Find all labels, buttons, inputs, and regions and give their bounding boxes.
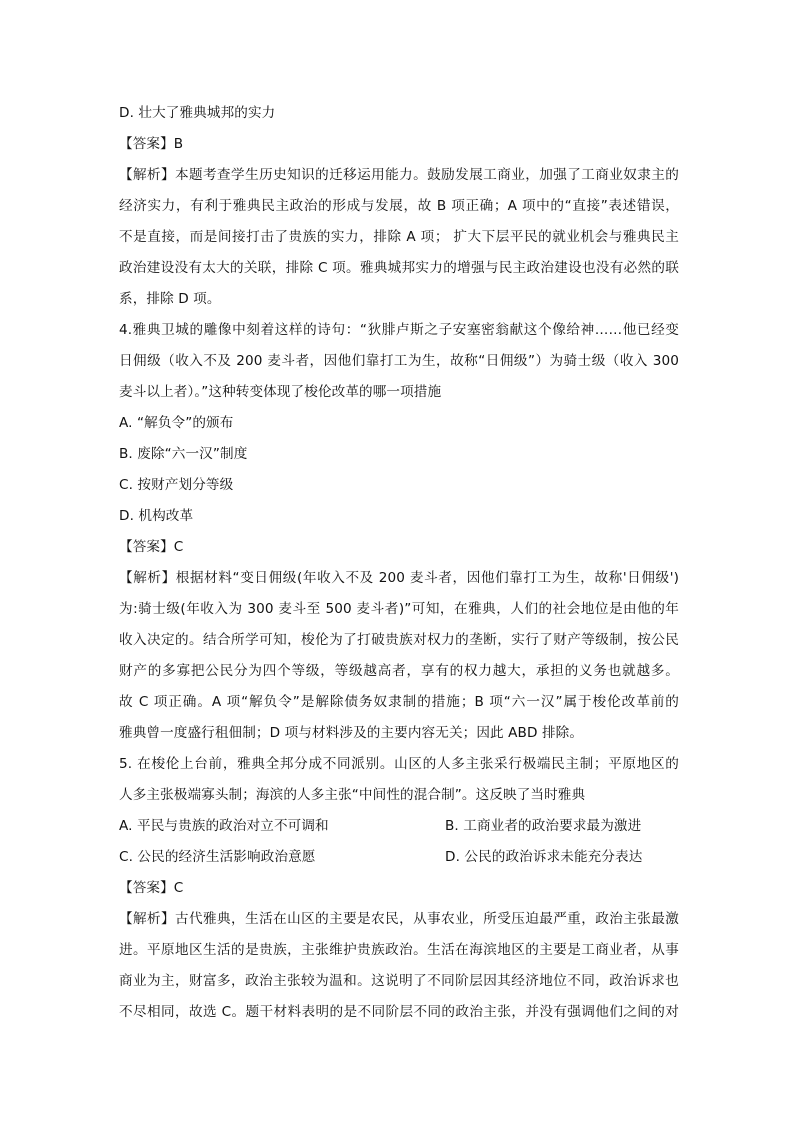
q4-analysis-line: 【解析】根据材料“变日佣级(年收入不及 200 麦斗者，因他们靠打工为生，故称'日佣级') (119, 570, 679, 586)
q4-analysis-line: 财产的多寡把公民分为四个等级，等级越高者，享有的权力越大，承担的义务也就越多。 (119, 663, 679, 679)
q5-analysis-line: 商业为主，财富多，政治主张较为温和。这说明了不同阶层因其经济地位不同，政治诉求也 (119, 973, 679, 989)
q5-options-row (119, 842, 679, 873)
q4-analysis-line: 雅典曾一度盛行租佃制；D 项与材料涉及的主要内容无关；因此 ABD 排除。 (119, 725, 584, 741)
q3-analysis-line: 不是直接，而是间接打击了贵族的实力，排除 A 项； 扩大下层平民的就业机会与雅典民主 (119, 229, 679, 245)
q5-answer: 【答案】C (119, 880, 184, 896)
q5-option-c: C. 公民的经济生活影响政治意愿 (119, 849, 316, 865)
q4-stem-line: 日佣级（收入不及 200 麦斗者，因他们靠打工为生，故称“日佣级”）为骑士级（收入 300 (119, 353, 679, 369)
q5-analysis-line: 不尽相同，故选 C。题干材料表明的是不同阶层不同的政治主张，并没有强调他们之间的对 (119, 1004, 679, 1020)
q3-analysis-line: 【解析】本题考查学生历史知识的迁移运用能力。鼓励发展工商业，加强了工商业奴隶主的 (119, 167, 679, 183)
q5-analysis-line: 【解析】古代雅典，生活在山区的主要是农民，从事农业，所受压迫最严重，政治主张最激 (119, 911, 679, 927)
q5-options-row (119, 811, 679, 842)
q4-analysis-line: 故 C 项正确。A 项“解负令”是解除债务奴隶制的措施；B 项“六一汉”属于梭伦改革前的 (119, 694, 679, 710)
q3-analysis-line: 经济实力，有利于雅典民主政治的形成与发展，故 B 项正确；A 项中的“直接”表述错误， (119, 198, 679, 214)
q3-analysis-line: 系，排除 D 项。 (119, 291, 221, 307)
q5-option-b: B. 工商业者的政治要求最为激进 (445, 818, 642, 834)
q3-analysis-line: 政治建设没有太大的关联，排除 C 项。雅典城邦实力的增强与民主政治建设也没有必然的联 (119, 260, 679, 276)
q4-option-d: D. 机构改革 (119, 508, 194, 524)
q5-option-a: A. 平民与贵族的政治对立不可调和 (119, 818, 329, 834)
q4-option-c: C. 按财产划分等级 (119, 477, 234, 493)
q4-stem-line: 麦斗以上者）。”这种转变体现了梭伦改革的哪一项措施 (119, 384, 442, 400)
q5-stem-line: 人多主张极端寡头制；海滨的人多主张“中间性的混合制”。这反映了当时雅典 (119, 787, 586, 803)
q4-analysis-line: 为:骑士级(年收入为 300 麦斗至 500 麦斗者)”可知，在雅典，人们的社会地位是由他的年 (119, 601, 679, 617)
q3-option-d: D. 壮大了雅典城邦的实力 (119, 105, 276, 121)
q4-option-b: B. 废除“六一汉”制度 (119, 446, 248, 462)
q4-analysis-line: 收入决定的。结合所学可知，梭伦为了打破贵族对权力的垄断，实行了财产等级制，按公民 (119, 632, 679, 648)
q5-stem-line: 5. 在梭伦上台前，雅典全邦分成不同派别。山区的人多主张采行极端民主制；平原地区的 (119, 756, 679, 772)
q5-analysis-line: 进。平原地区生活的是贵族，主张维护贵族政治。生活在海滨地区的主要是工商业者，从事 (119, 942, 679, 958)
document-page (119, 98, 679, 1028)
q5-option-d: D. 公民的政治诉求未能充分表达 (445, 849, 643, 865)
q4-option-a: A. “解负令”的颁布 (119, 415, 234, 431)
q4-stem-line: 4.雅典卫城的雕像中刻着这样的诗句：“狄腓卢斯之子安塞密翁献这个像给神……他已经变 (119, 322, 679, 338)
q3-answer: 【答案】B (119, 136, 184, 152)
q4-answer: 【答案】C (119, 539, 184, 555)
